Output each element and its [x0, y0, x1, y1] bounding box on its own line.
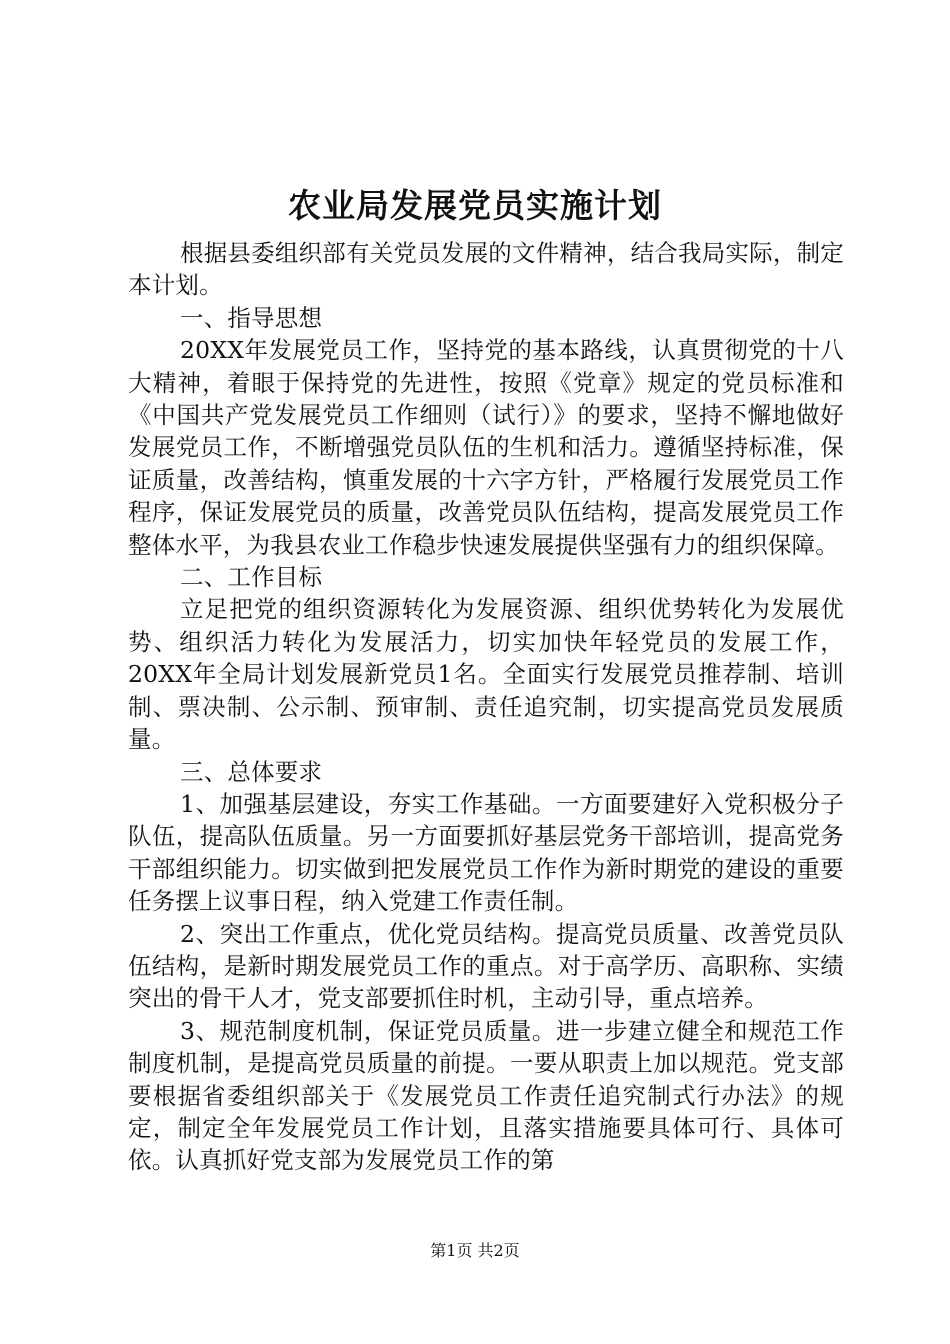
- page-footer: 第1页 共2页: [430, 1241, 520, 1260]
- section-heading-overall-requirements: 三、总体要求: [180, 757, 323, 786]
- paragraph-work-goals: 立足把党的组织资源转化为发展资源、组织优势转化为发展优势、组织活力转化为发展活力，切实加快年轻党员的发展工作，20XX年全局计划发展新党员1名。全面实行发展党员推荐制、培训制、票决制、公示制、预审制、责任追究制，切实提高党员发展质量。: [128, 595, 844, 754]
- document-body: [128, 237, 844, 1177]
- paragraph-requirement-2: 2、突出工作重点，优化党员结构。提高党员质量、改善党员队伍结构，是新时期发展党员工作的重点。对于高学历、高职称、实绩突出的骨干人才，党支部要抓住时机，主动引导，重点培养。: [128, 919, 844, 1013]
- section-heading-guiding-thought: 一、指导思想: [180, 303, 323, 332]
- paragraph-guiding-thought: 20XX年发展党员工作，坚持党的基本路线，认真贯彻党的十八大精神，着眼于保持党的先进性，按照《党章》规定的党员标准和《中国共产党发展党员工作细则（试行）》的要求，坚持不懈地做好发展党员工作，不断增强党员队伍的生机和活力。遵循坚持标准，保证质量，改善结构，慎重发展的十六字方针，严格履行发展党员工作程序，保证发展党员的质量，改善党员队伍结构，提高发展党员工作整体水平，为我县农业工作稳步快速发展提供坚强有力的组织保障。: [128, 336, 844, 559]
- paragraph-requirement-3: 3、规范制度机制，保证党员质量。进一步建立健全和规范工作制度机制，是提高党员质量的前提。一要从职责上加以规范。党支部要根据省委组织部关于《发展党员工作责任追究制式行办法》的规定，制定全年发展党员工作计划，且落实措施要具体可行、具体可依。认真抓好党支部为发展党员工作的第: [128, 1016, 844, 1175]
- paragraph-requirement-1: 1、加强基层建设，夯实工作基础。一方面要建好入党积极分子队伍，提高队伍质量。另一方面要抓好基层党务干部培训，提高党务干部组织能力。切实做到把发展党员工作作为新时期党的建设的重要任务摆上议事日程，纳入党建工作责任制。: [128, 789, 844, 916]
- section-heading-work-goals: 二、工作目标: [180, 563, 323, 592]
- document-title: 农业局发展党员实施计划: [288, 186, 662, 225]
- paragraph-intro: 根据县委组织部有关党员发展的文件精神，结合我局实际，制定本计划。: [128, 239, 844, 300]
